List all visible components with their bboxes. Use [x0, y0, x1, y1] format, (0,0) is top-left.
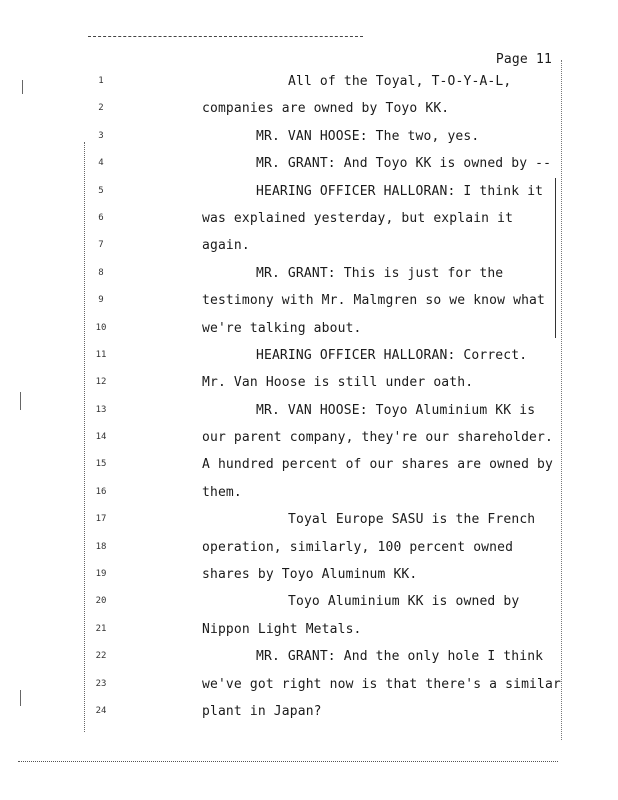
transcript-line [0, 260, 618, 287]
line-number: 6 [98, 212, 104, 223]
line-number: 24 [95, 705, 107, 716]
transcript-line [0, 205, 618, 232]
line-text: we've got right now is that there's a similar [202, 676, 561, 692]
line-number: 3 [98, 130, 104, 141]
transcript-line [0, 232, 618, 259]
line-number: 17 [95, 514, 107, 525]
line-number: 16 [95, 486, 107, 497]
transcript-line [0, 150, 618, 177]
page-number: Page 11 [495, 52, 552, 67]
transcript-line [0, 561, 618, 588]
line-text: our parent company, they're our shareholder. [202, 430, 553, 446]
transcript-line [0, 178, 618, 205]
line-number: 5 [98, 185, 104, 196]
transcript-line [0, 315, 618, 342]
transcript-line [0, 342, 618, 369]
line-text: Mr. Van Hoose is still under oath. [202, 375, 474, 391]
transcript-line [0, 616, 618, 643]
transcript-line [0, 588, 618, 615]
line-text: Nippon Light Metals. [202, 621, 362, 637]
line-text: plant in Japan? [202, 703, 322, 719]
transcript-line [0, 479, 618, 506]
line-text: A hundred percent of our shares are owned by [202, 457, 553, 473]
line-text: MR. GRANT: And the only hole I think [256, 649, 544, 665]
transcript-line [0, 534, 618, 561]
footer-rule [18, 761, 558, 762]
line-text: All of the Toyal, T-O-Y-A-L, [288, 74, 512, 89]
transcript-line [0, 698, 618, 725]
line-text: MR. VAN HOOSE: Toyo Aluminium KK is [256, 402, 536, 418]
line-text: HEARING OFFICER HALLORAN: Correct. [256, 347, 528, 363]
line-number: 15 [95, 459, 107, 470]
line-number: 2 [98, 103, 104, 114]
line-text: was explained yesterday, but explain it [202, 210, 514, 226]
transcript-line [0, 68, 618, 95]
transcript-line [0, 671, 618, 698]
line-text: operation, similarly, 100 percent owned [202, 539, 514, 555]
line-number: 23 [95, 678, 107, 689]
transcript-line [0, 397, 618, 424]
transcript-line [0, 643, 618, 670]
transcript-lines [0, 68, 618, 725]
transcript-line [0, 451, 618, 478]
line-text: we're talking about. [202, 320, 362, 336]
transcript-line [0, 506, 618, 533]
line-number: 12 [95, 377, 107, 388]
line-text: MR. GRANT: And Toyo KK is owned by -- [256, 156, 552, 172]
line-number: 8 [98, 267, 104, 278]
line-text: testimony with Mr. Malmgren so we know what [202, 293, 545, 309]
transcript-line [0, 95, 618, 122]
line-number: 11 [95, 349, 107, 360]
header-rule [88, 36, 363, 37]
line-number: 20 [95, 596, 107, 607]
transcript-line [0, 123, 618, 150]
line-text: Toyo Aluminium KK is owned by [288, 594, 520, 610]
line-text: companies are owned by Toyo KK. [202, 101, 450, 117]
line-text: Toyal Europe SASU is the French [288, 512, 536, 528]
line-number: 1 [98, 76, 104, 86]
line-text: shares by Toyo Aluminum KK. [202, 567, 418, 583]
transcript-line [0, 287, 618, 314]
line-number: 9 [98, 295, 104, 306]
line-number: 4 [98, 158, 104, 169]
transcript-line [0, 424, 618, 451]
transcript-line [0, 369, 618, 396]
line-number: 18 [95, 541, 107, 552]
line-number: 14 [95, 432, 107, 443]
line-number: 19 [95, 569, 107, 580]
line-text: MR. VAN HOOSE: The two, yes. [256, 128, 480, 144]
line-text: HEARING OFFICER HALLORAN: I think it [256, 183, 544, 199]
line-number: 21 [95, 623, 107, 634]
line-text: again. [202, 238, 250, 254]
line-number: 22 [95, 651, 107, 662]
line-number: 7 [98, 240, 104, 251]
line-text: MR. GRANT: This is just for the [256, 265, 504, 281]
line-number: 10 [95, 322, 107, 333]
line-number: 13 [95, 404, 107, 415]
line-text: them. [202, 484, 242, 500]
